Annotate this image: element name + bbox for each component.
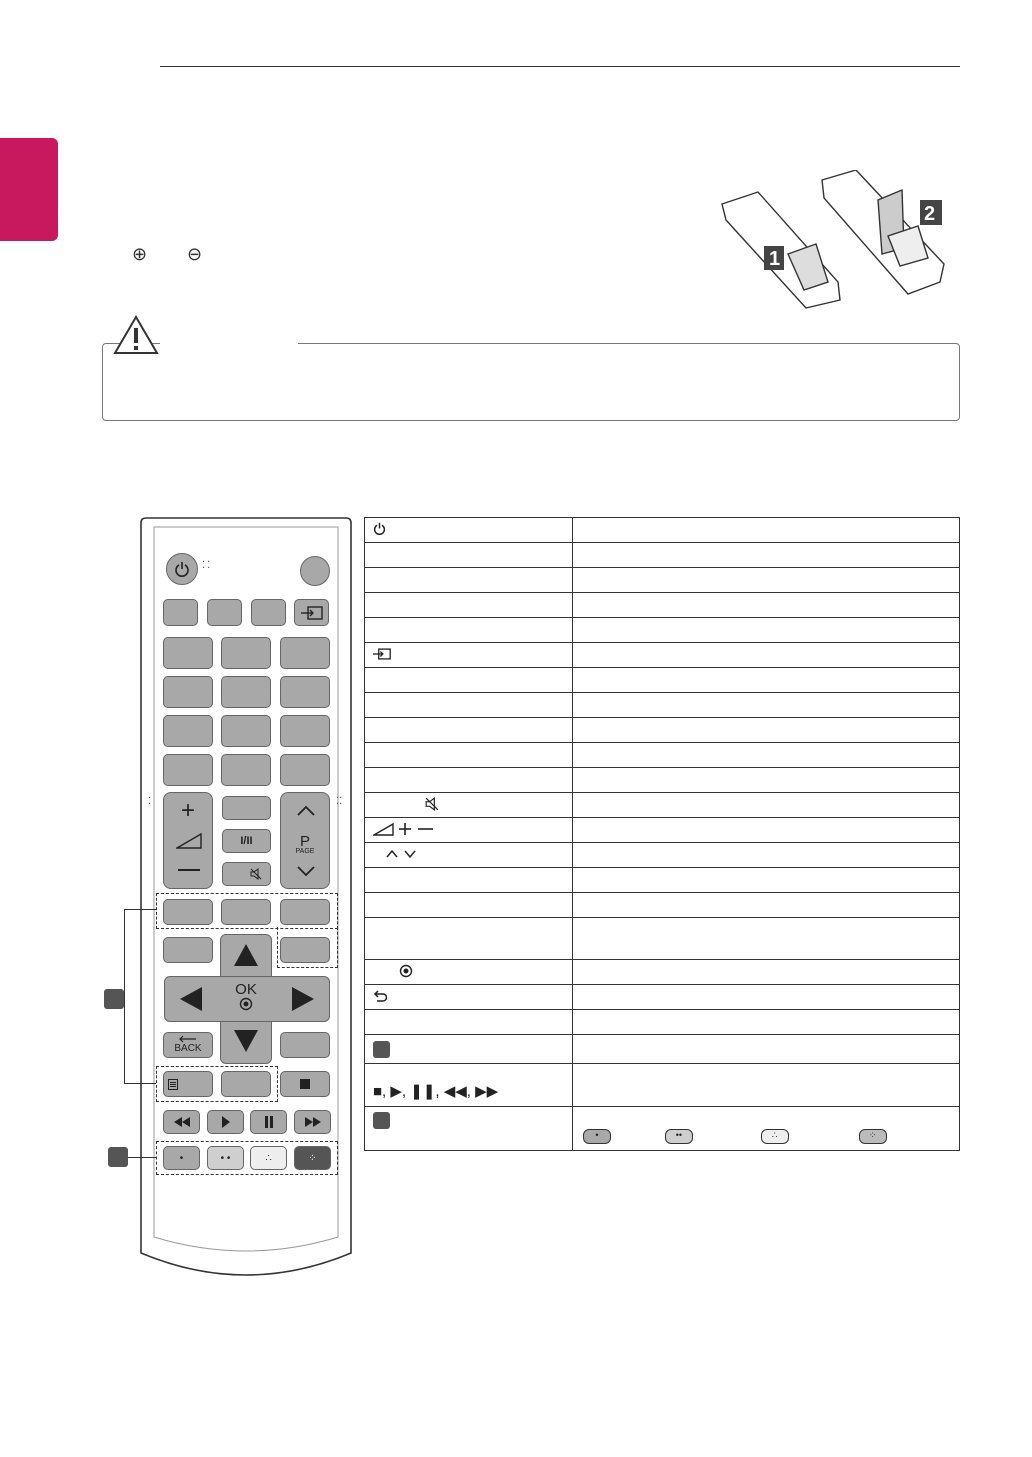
green-key-icon: ••	[665, 1129, 693, 1144]
text-button[interactable]	[163, 1071, 213, 1097]
volume-icon	[176, 833, 202, 849]
arrow-down-icon[interactable]	[232, 1028, 260, 1054]
number-button[interactable]	[280, 676, 330, 708]
power-icon	[373, 522, 386, 535]
number-button[interactable]	[163, 637, 213, 669]
stop-button[interactable]	[280, 1071, 330, 1097]
fast-forward-button[interactable]	[294, 1110, 331, 1134]
top-button-3[interactable]	[251, 599, 286, 626]
menu-button-3[interactable]	[280, 899, 330, 925]
pause-toggle-button[interactable]: I/II	[222, 829, 271, 853]
ok-circle-icon	[239, 997, 253, 1011]
warning-icon	[112, 314, 160, 356]
number-button[interactable]	[221, 676, 271, 708]
play-icon	[221, 1116, 231, 1128]
chevron-down-icon	[296, 865, 316, 877]
play-button[interactable]	[207, 1110, 244, 1134]
plus-icon: +	[180, 797, 195, 824]
header-rule	[160, 66, 960, 67]
arrow-up-icon[interactable]	[232, 942, 260, 968]
number-button[interactable]	[221, 637, 271, 669]
fast-forward-icon	[304, 1117, 322, 1127]
playback-symbols: ■, ▶, ❚❚, ◀◀, ▶▶	[365, 1064, 573, 1107]
back-button[interactable]	[163, 1032, 213, 1058]
battery-minus-icon: ⊖	[187, 244, 203, 264]
number-button[interactable]	[221, 754, 271, 786]
number-button[interactable]	[163, 676, 213, 708]
rewind-button[interactable]	[163, 1110, 200, 1134]
back-arrow-icon	[178, 1035, 198, 1043]
top-button-2[interactable]	[207, 599, 242, 626]
callout-marker-2	[373, 1112, 390, 1129]
red-button[interactable]: •	[163, 1146, 200, 1170]
blue-button[interactable]: ⁘	[294, 1146, 331, 1170]
callout-marker-1	[104, 989, 124, 1009]
power-button[interactable]	[166, 553, 198, 585]
program-rocker[interactable]	[280, 792, 330, 889]
battery-plus-icon: ⊕	[132, 244, 148, 264]
caution-box	[102, 343, 960, 421]
mute-icon	[425, 797, 439, 811]
button-function-table	[364, 517, 960, 1151]
round-button[interactable]	[300, 556, 330, 586]
program-label: P	[299, 833, 310, 850]
exit-button[interactable]	[280, 1032, 330, 1058]
ok-button[interactable]: OK	[235, 981, 257, 998]
chevron-up-icon	[296, 805, 316, 817]
number-button[interactable]	[163, 754, 213, 786]
ok-circle-icon	[399, 964, 413, 978]
volume-rocker[interactable]	[163, 792, 213, 889]
input-icon	[373, 648, 391, 660]
green-button[interactable]: • •	[207, 1146, 244, 1170]
number-button[interactable]	[221, 715, 271, 747]
blue-key-icon: ⁘	[859, 1129, 887, 1144]
number-button[interactable]	[163, 715, 213, 747]
text-icon	[168, 1079, 178, 1090]
minus-icon	[178, 869, 200, 871]
arrow-right-icon[interactable]	[290, 985, 316, 1013]
svg-text:1: 1	[769, 248, 781, 270]
number-button[interactable]	[280, 754, 330, 786]
arrow-left-icon[interactable]	[178, 985, 204, 1013]
red-key-icon: •	[583, 1129, 611, 1144]
number-button[interactable]	[280, 637, 330, 669]
menu-button-1[interactable]	[163, 899, 213, 925]
input-icon	[301, 606, 323, 620]
battery-install-illustration	[718, 170, 952, 310]
back-icon	[373, 990, 387, 1002]
middle-button-1[interactable]	[222, 796, 271, 820]
power-icon	[174, 561, 190, 577]
option-button[interactable]	[221, 1071, 271, 1097]
stop-icon	[300, 1079, 310, 1089]
pause-button[interactable]	[250, 1110, 287, 1134]
volume-plus-minus-icon	[373, 822, 439, 836]
rewind-icon	[173, 1117, 191, 1127]
program-up-down-icon	[385, 848, 421, 860]
callout-marker-1	[373, 1041, 390, 1058]
pause-icon	[264, 1116, 274, 1128]
mute-icon	[250, 868, 262, 880]
menu-button-2[interactable]	[221, 899, 271, 925]
mute-button[interactable]	[222, 862, 271, 886]
number-button[interactable]	[280, 715, 330, 747]
top-button-1[interactable]	[163, 599, 198, 626]
yellow-button[interactable]: ∴	[250, 1146, 287, 1170]
yellow-key-icon: ∴	[761, 1129, 789, 1144]
back-label: BACK	[174, 1043, 202, 1054]
svg-text:2: 2	[924, 203, 936, 225]
input-button[interactable]	[294, 599, 329, 626]
page-label: PAGE	[295, 848, 315, 855]
section-tab	[0, 138, 58, 241]
callout-marker-2	[108, 1147, 128, 1167]
